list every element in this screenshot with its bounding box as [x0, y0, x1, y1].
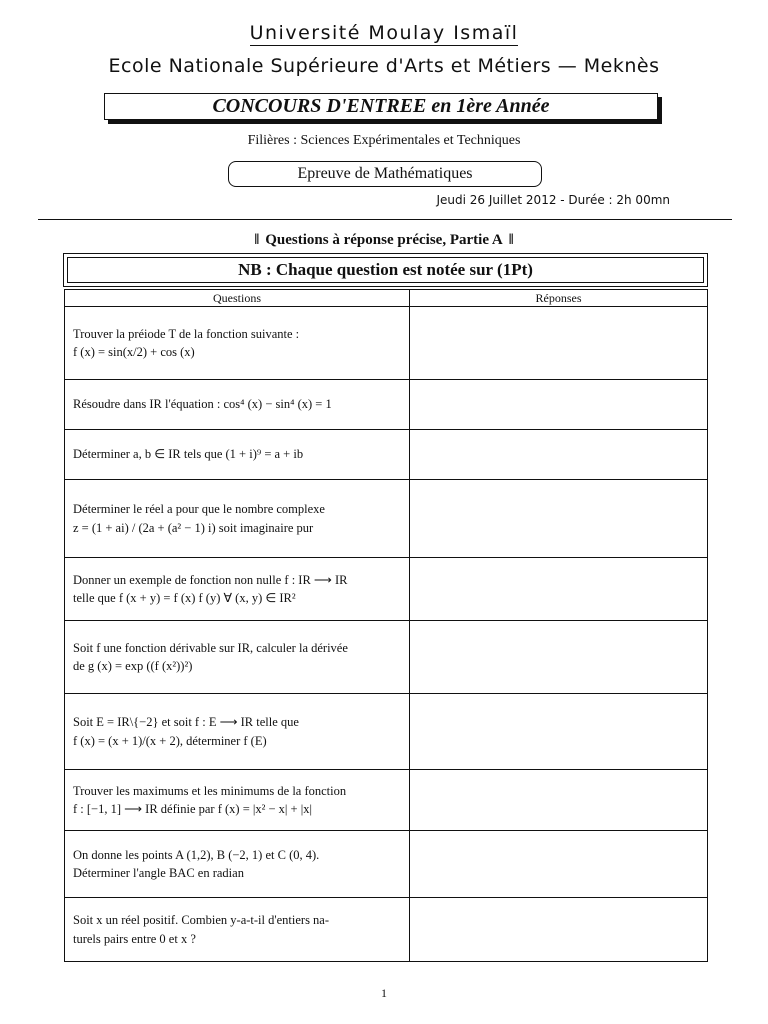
- table-row: [65, 898, 708, 962]
- table-row: [65, 694, 708, 770]
- question-line-1: Donner un exemple de fonction non nulle f : IR ⟶ IR: [73, 572, 348, 587]
- question-line-1: Trouver les maximums et les minimums de la fonction: [73, 783, 347, 798]
- header-divider: [38, 219, 732, 220]
- table-row: [65, 558, 708, 621]
- question-cell: [65, 307, 410, 380]
- question-line-2: z = (1 + ai) / (2a + (a² − 1) i) soit imaginaire pur: [73, 520, 314, 535]
- answer-cell[interactable]: [410, 558, 708, 621]
- answer-cell[interactable]: [410, 621, 708, 694]
- answer-cell[interactable]: [410, 380, 708, 430]
- question-line-1: Déterminer le réel a pour que le nombre complexe: [73, 502, 325, 517]
- question-cell: [65, 898, 410, 962]
- table-row: [65, 770, 708, 831]
- question-line-2: de g (x) = exp ((f (x²))²): [73, 659, 193, 673]
- header-questions: Questions: [65, 290, 410, 307]
- table-row: [65, 480, 708, 558]
- question-cell: [65, 480, 410, 558]
- question-cell: [65, 558, 410, 621]
- nb-banner: [63, 253, 708, 287]
- section-bar-right: ‖: [508, 232, 514, 248]
- question-cell: [65, 430, 410, 480]
- answer-cell[interactable]: [410, 480, 708, 558]
- table-row: [65, 380, 708, 430]
- table-row: [65, 307, 708, 380]
- epreuve-banner: [228, 161, 542, 187]
- nb-inner-frame: [67, 257, 704, 283]
- answer-cell[interactable]: [410, 770, 708, 831]
- question-cell: [65, 621, 410, 694]
- section-bar-left: ‖: [254, 232, 260, 248]
- table-row: [65, 430, 708, 480]
- question-line-1: Soit f une fonction dérivable sur IR, calculer la dérivée: [73, 640, 348, 655]
- question-line-1: On donne les points A (1,2), B (−2, 1) et C (0, 4).: [73, 847, 320, 862]
- header-reponses: Réponses: [410, 290, 708, 307]
- section-title: Questions à réponse précise, Partie A: [265, 232, 503, 248]
- question-cell: [65, 831, 410, 898]
- table-row: [65, 621, 708, 694]
- question-line-1: Déterminer a, b ∈ IR tels que (1 + i)⁹ = a + ib: [73, 447, 304, 462]
- question-line-2: f (x) = sin(x/2) + cos (x): [73, 345, 195, 359]
- questions-table: [64, 289, 708, 962]
- answer-cell[interactable]: [410, 898, 708, 962]
- question-line-2: Déterminer l'angle BAC en radian: [73, 866, 244, 880]
- university-title: [0, 22, 768, 46]
- answer-cell[interactable]: [410, 430, 708, 480]
- concours-title: CONCOURS D'ENTREE en 1ère Année: [212, 95, 550, 117]
- question-line-2: f : [−1, 1] ⟶ IR définie par f (x) = |x² − x| + |x|: [73, 802, 312, 816]
- nb-text: NB : Chaque question est notée sur (1Pt): [238, 260, 533, 279]
- answer-cell[interactable]: [410, 307, 708, 380]
- question-cell: [65, 380, 410, 430]
- date-duration: Jeudi 26 Juillet 2012 - Durée : 2h 00mn: [436, 193, 670, 207]
- page-number: 1: [381, 986, 387, 1000]
- question-cell: [65, 770, 410, 831]
- question-line-2: turels pairs entre 0 et x ?: [73, 931, 196, 946]
- table-row: [65, 831, 708, 898]
- school-title: Ecole Nationale Supérieure d'Arts et Métiers — Meknès: [108, 55, 660, 77]
- answer-cell[interactable]: [410, 831, 708, 898]
- epreuve-title: Epreuve de Mathématiques: [297, 165, 473, 182]
- answer-cell[interactable]: [410, 694, 708, 770]
- section-heading: [0, 232, 768, 249]
- table-header-row: [65, 290, 708, 307]
- question-line-1: Soit x un réel positif. Combien y-a-t-il d'entiers na-: [73, 913, 330, 928]
- university-name: Université Moulay Ismaïl: [249, 22, 519, 44]
- filieres-line: Filières : Sciences Expérimentales et Techniques: [247, 133, 521, 148]
- question-cell: [65, 694, 410, 770]
- concours-banner: [104, 93, 658, 120]
- question-line-2: telle que f (x + y) = f (x) f (y) ∀ (x, y) ∈ IR²: [73, 591, 296, 605]
- question-line-1: Soit E = IR\{−2} et soit f : E ⟶ IR telle que: [73, 715, 299, 730]
- question-line-1: Trouver la préiode T de la fonction suivante :: [73, 326, 300, 341]
- question-line-2: f (x) = (x + 1)/(x + 2), déterminer f (E): [73, 733, 267, 748]
- question-line-1: Résoudre dans IR l'équation : cos⁴ (x) − sin⁴ (x) = 1: [73, 397, 332, 412]
